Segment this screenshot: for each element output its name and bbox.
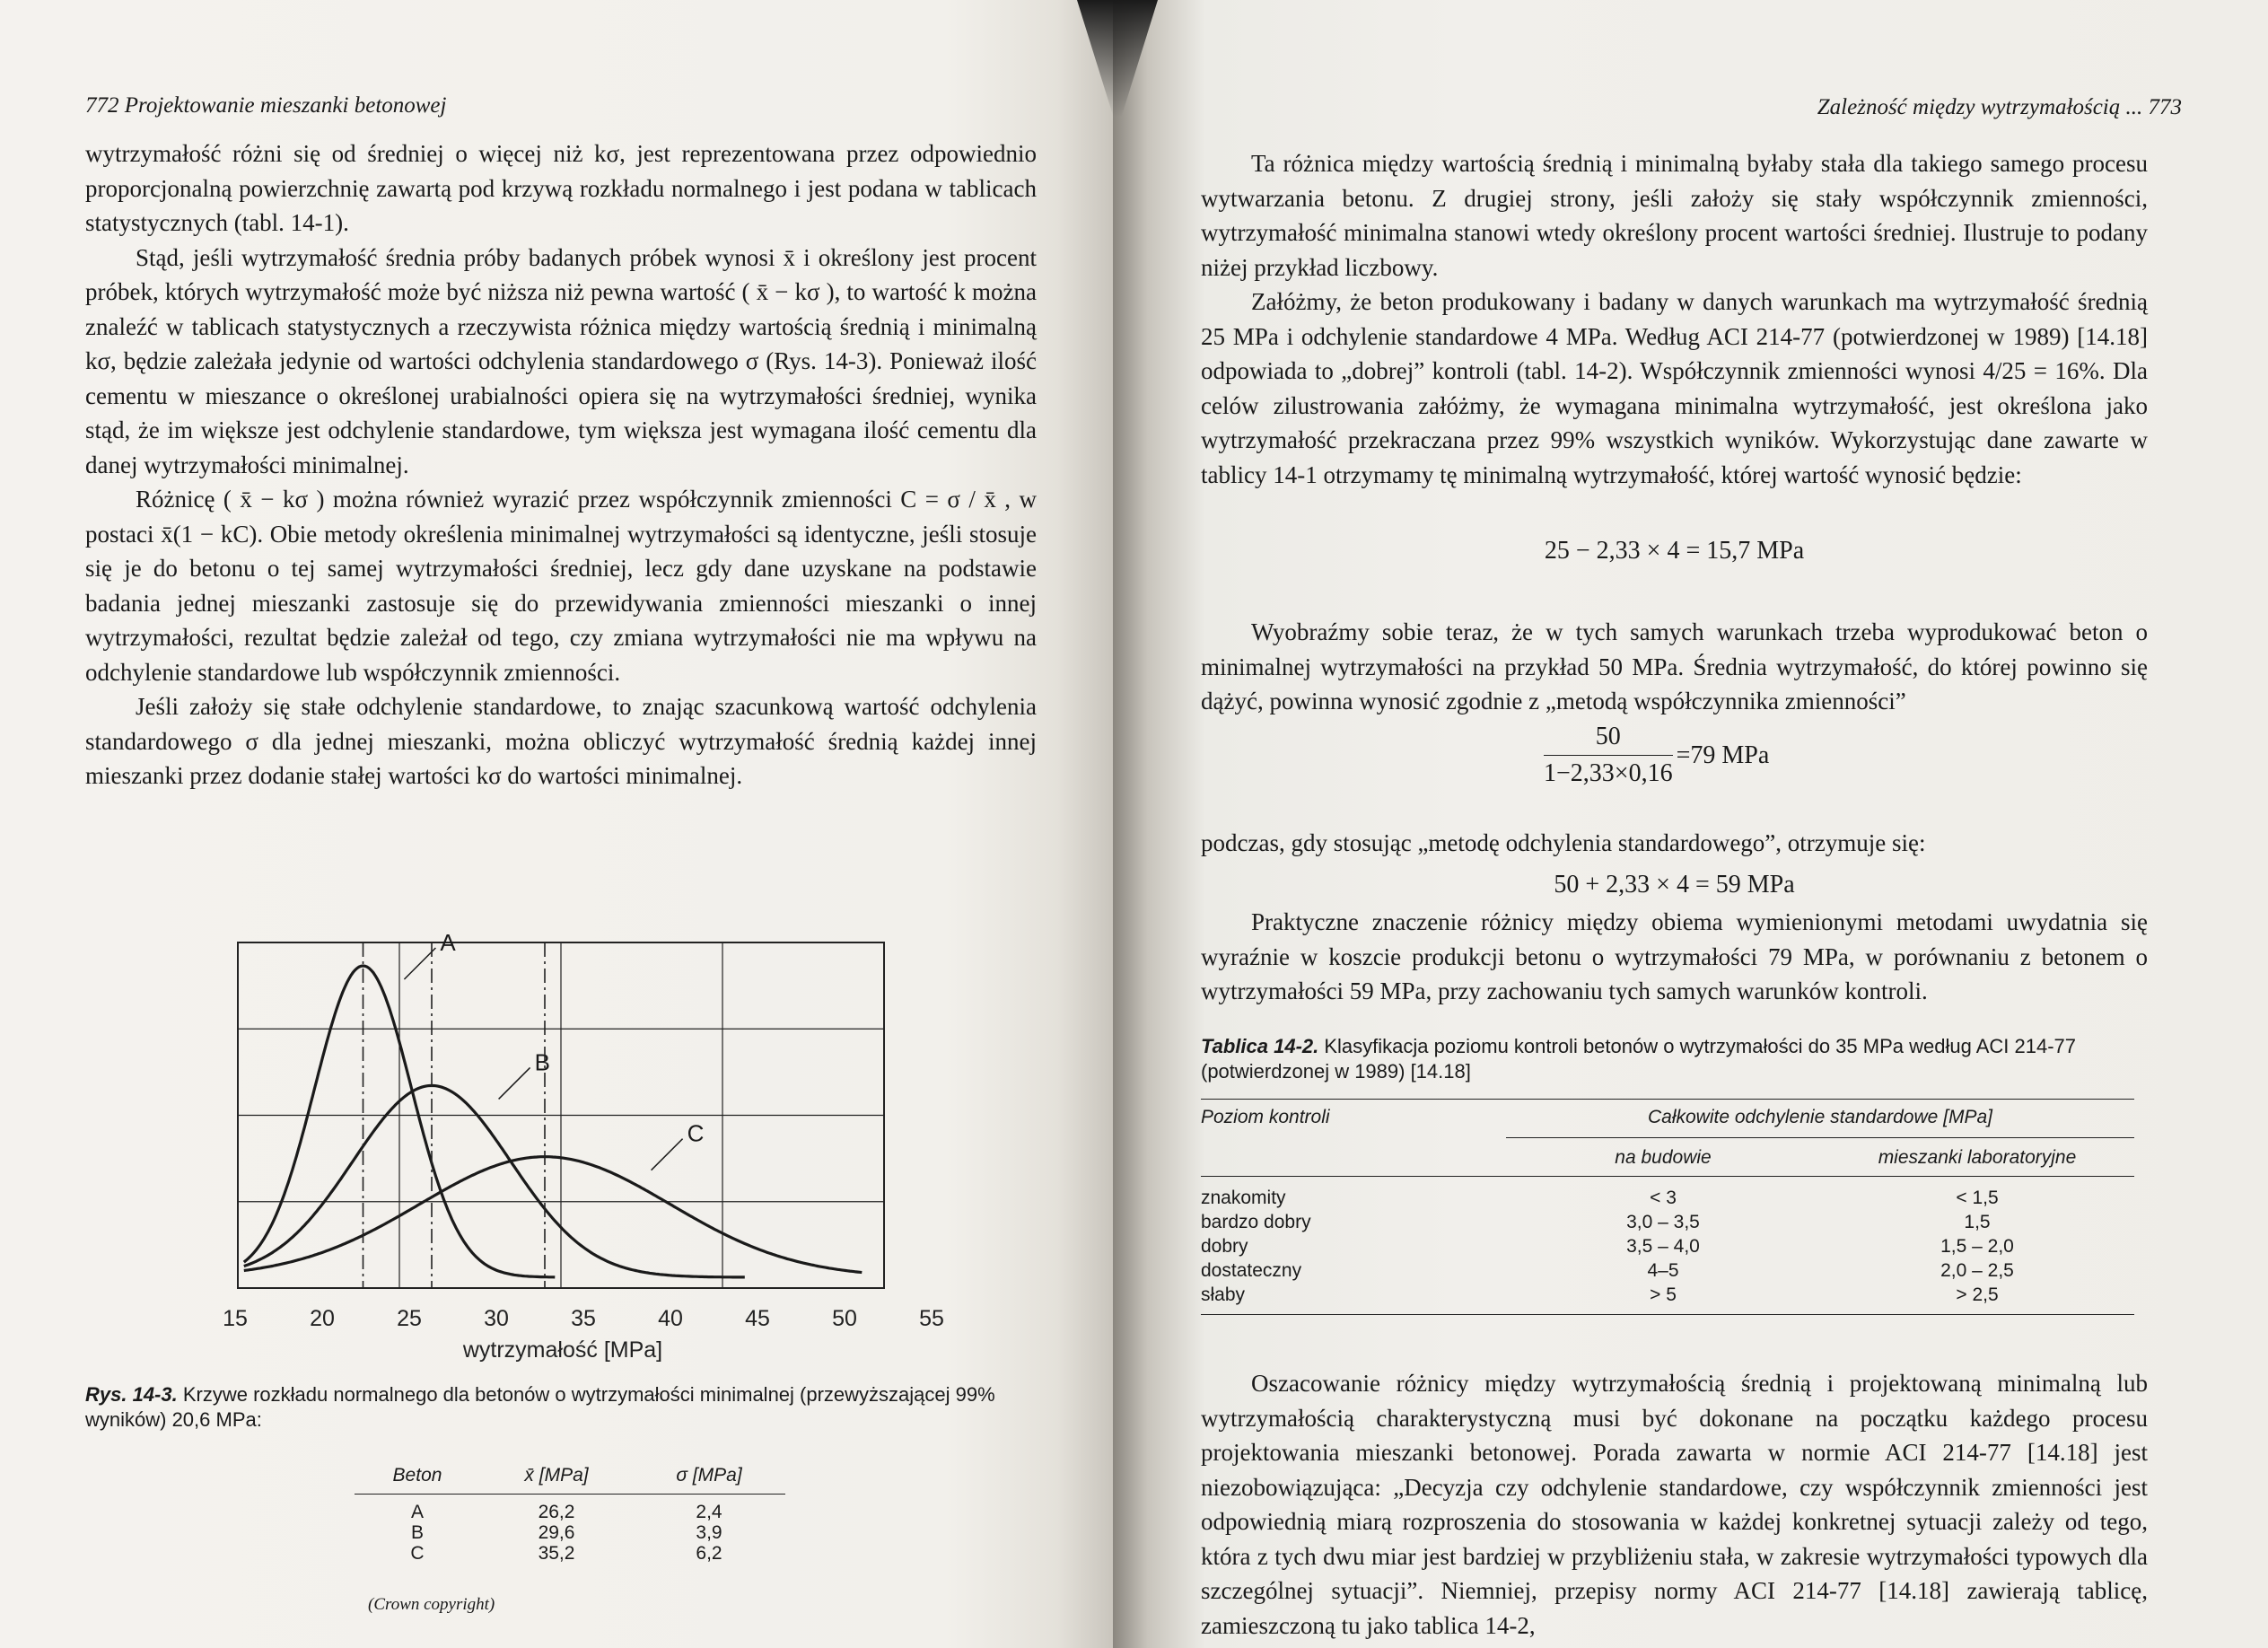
x-tick-label: 25: [397, 1306, 422, 1331]
fraction-denominator: 1−2,33×0,16: [1544, 755, 1673, 788]
x-tick-label: 30: [484, 1306, 509, 1331]
cell: > 2,5: [1956, 1284, 1999, 1305]
right-page: [1113, 0, 2268, 1648]
x-tick-label: 50: [832, 1306, 857, 1331]
table-row: [355, 1522, 785, 1543]
cell: 2,0 – 2,5: [1940, 1260, 2014, 1281]
paragraph: Ta różnica między wartością średnią i minimalną byłaby stała dla takiego samego procesu wytwarzania betonu. Z drugiej strony, jeśli założy się stały współczynnik zmienności, wytrzymałość minimalna stanowi wtedy określony procent wartości średniej. Ilustruje to podany niżej przykład liczbowy.: [1201, 150, 2148, 281]
paragraph: Wyobraźmy sobie teraz, że w tych samych warunkach trzeba wyprodukować beton o minimalnej wytrzymałości na przykład 50 MPa. Średnia wytrzymałość, do której powinno się dążyć, powinna wynosić zgodnie z „metodą współczynnika zmienności”: [1201, 618, 2148, 714]
normal-distribution-chart: [0, 907, 987, 1391]
cell: 3,0 – 3,5: [1626, 1212, 1700, 1232]
left-running-header: 772 Projektowanie mieszanki betonowej: [85, 93, 447, 118]
x-axis-label: wytrzymałość [MPa]: [462, 1337, 663, 1363]
curve-label-leader: [404, 948, 435, 979]
table-caption: [1201, 1034, 2148, 1084]
cell: < 1,5: [1956, 1188, 1999, 1208]
cell: 3,9: [696, 1522, 722, 1543]
paragraph: Oszacowanie różnicy między wytrzymałością średnią i projektowaną minimalną lub wytrzymałością charakterystyczną musi być dokonane na początku każdego procesu projektowania mieszanki betonowej. Porada zawarta w normie ACI 214-77 [14.18] jest niezobowiązująca: „Decyzja czy odchylenie standardowe, czy współczynnik zmienności jest odpowiednią miarą rozproszenia do stosowania w każdej konkretnej sytuacji zależy od tego, która z tych dwu miar jest bardziej w przybliżeniu stała, w zakresie wytrzymałości typowych dla szczególnej sytuacji”. Niemniej, przepisy normy ACI 214-77 [14.18] zawierają tablicę, zamieszczoną tu jako tablica 14-2,: [1201, 1370, 2148, 1639]
paragraph: podczas, gdy stosując „metodę odchylenia standardowego”, otrzymuje się:: [1201, 829, 1926, 856]
left-page: [0, 0, 1113, 1648]
col-header: x̄ [MPa]: [524, 1465, 589, 1486]
level-header: Poziom kontroli: [1201, 1107, 1330, 1127]
table-caption-label: Tablica 14-2.: [1201, 1035, 1319, 1057]
fraction-result: =79 MPa: [1676, 741, 1770, 769]
table-header: [1201, 1100, 2134, 1137]
table-row: [1201, 1258, 2134, 1283]
cell: dostateczny: [1201, 1260, 1302, 1281]
cell: słaby: [1201, 1284, 1246, 1305]
cell: 29,6: [538, 1522, 575, 1543]
cell: 1,5 – 2,0: [1940, 1236, 2014, 1257]
table-row: [1201, 1210, 2134, 1234]
right-running-header: Zależność między wytrzymałością ... 773: [1817, 95, 2182, 119]
curve-C: [244, 1157, 863, 1273]
chart-curves: [244, 929, 863, 1277]
table-row: [1201, 1186, 2134, 1210]
chart-grid: [238, 942, 884, 1288]
table-row: [355, 1502, 785, 1522]
cell: < 3: [1650, 1188, 1677, 1208]
right-body-text-practical: [1201, 905, 2148, 1009]
crown-copyright: (Crown copyright): [368, 1595, 495, 1614]
equation-2: [1544, 723, 1769, 788]
figure-caption-label: Rys. 14-3.: [85, 1383, 178, 1406]
paragraph: Praktyczne znaczenie różnicy między obiema wymienionymi metodami uwydatnia się wyraźnie w koszcie produkcji betonu o wytrzymałości 79 MPa, w porównaniu z betonem o wytrzymałości 59 MPa, przy zachowaniu tych samych warunków kontroli.: [1201, 908, 2148, 1004]
right-body-text-lower: [1201, 826, 2148, 861]
x-tick-label: 55: [919, 1306, 944, 1331]
sub-header: [1506, 1137, 2134, 1176]
x-tick-label: 40: [658, 1306, 683, 1331]
cell: A: [410, 1502, 424, 1522]
cell: 35,2: [538, 1543, 575, 1564]
x-tick-label: 35: [571, 1306, 596, 1331]
table-row: [355, 1543, 785, 1564]
curve-B: [244, 1086, 745, 1277]
span-header: Całkowite odchylenie standardowe [MPa]: [1647, 1107, 1993, 1127]
paragraph: Załóżmy, że beton produkowany i badany w danych warunkach ma wytrzymałość średnią 25 MPa i odchylenie standardowe 4 MPa. Według ACI 214-77 (potwierdzonej w 1989) [14.18] odpowiada to „dobrej” kontroli (tabl. 14-2). Współczynnik zmienności wynosi 4/25 = 16%. Dla celów zilustrowania załóżmy, że wymagana minimalna wytrzymałość, jest określona jako wytrzymałość przekraczana przez 99% wszystkich wyników. Wykorzystując dane zawarte w tablicy 14-1 otrzymamy tę minimalną wytrzymałość, której wartość wynosić będzie:: [1201, 288, 2148, 488]
equation-1: 25 − 2,33 × 4 = 15,7 MPa: [1544, 537, 1805, 565]
left-body-text: [85, 136, 1037, 793]
col-header: Beton: [392, 1465, 442, 1486]
curve-label: A: [440, 929, 456, 956]
curve-label: C: [687, 1119, 705, 1147]
table-caption-text: Klasyfikacja poziomu kontroli betonów o wytrzymałości do 35 MPa według ACI 214-77 (potwierdzonej w 1989) [14.18]: [1201, 1035, 2077, 1083]
paragraph: Stąd, jeśli wytrzymałość średnia próby badanych próbek wynosi x̄ i określony jest procent próbek, których wytrzymałość może być niższa niż pewna wartość ( x̄ − kσ ), to wartość k można znaleźć w tablicach statystycznych a rzeczywista różnica między wartością średnią i minimalną kσ, będzie zależała jedynie od wartości odchylenia standardowego σ (Rys. 14-3). Ponieważ ilość cementu w mieszance o określonej urabialności opiera się na wytrzymałości średniej, wynika stąd, że im większe jest odchylenie standardowe, tym większa jest wymagana ilość cementu dla danej wytrzymałości minimalnej.: [85, 243, 1037, 478]
curve-label: B: [534, 1048, 550, 1076]
cell: 2,4: [696, 1502, 722, 1522]
sub-header-site: na budowie: [1615, 1147, 1712, 1168]
cell: dobry: [1201, 1236, 1248, 1257]
cell: 3,5 – 4,0: [1626, 1236, 1700, 1257]
right-body-text-top: [1201, 146, 2148, 492]
fraction-numerator: 50: [1595, 723, 1621, 750]
cell: > 5: [1650, 1284, 1677, 1305]
figure-caption-text: Krzywe rozkładu normalnego dla betonów o wytrzymałości minimalnej (przewyższającej 99% wyników) 20,6 MPa:: [85, 1383, 995, 1431]
x-tick-label: 20: [310, 1306, 335, 1331]
cell: 26,2: [538, 1502, 575, 1522]
x-tick-label: 45: [745, 1306, 770, 1331]
table-row: [1201, 1283, 2134, 1307]
control-level-table: [1201, 1099, 2134, 1315]
table-header: [355, 1465, 785, 1495]
paragraph: Jeśli założy się stałe odchylenie standardowe, to znając szacunkową wartość odchylenia standardowego σ dla jednej mieszanki, można obliczyć wytrzymałość średnią każdej innej mieszanki przez dodanie stałej wartości kσ do wartości minimalnej.: [85, 693, 1037, 789]
cell: 6,2: [696, 1543, 722, 1564]
cell: B: [410, 1522, 424, 1543]
cell: znakomity: [1201, 1188, 1286, 1208]
cell: 4–5: [1647, 1260, 1679, 1281]
mean-sigma-table: [355, 1465, 785, 1564]
x-tick-label: 15: [223, 1306, 248, 1331]
cell: 1,5: [1964, 1212, 1991, 1232]
chart-x-ticks: [223, 1306, 944, 1331]
right-body-text-bottom: [1201, 1366, 2148, 1643]
paragraph: wytrzymałość różni się od średniej o więcej niż kσ, jest reprezentowana przez odpowiednio proporcjonalną powierzchnię zawartą pod krzywą rozkładu normalnego i jest podana w tablicach statystycznych (tabl. 14-1).: [85, 140, 1037, 236]
curve-label-leader: [499, 1067, 530, 1099]
paragraph: Różnicę ( x̄ − kσ ) można również wyrazić przez współczynnik zmienności C = σ / x̄ , w postaci x̄(1 − kC). Obie metody określenia minimalnej wytrzymałości są identyczne, jeśli stosuje się je do betonu o tej samej wytrzymałości średniej, lecz gdy dane uzyskane na podstawie badania jednej mieszanki zastosuje się do przewidywania zmienności mieszanki o innej wytrzymałości, rezultat będzie zależał od tego, czy zmiana wytrzymałości nie ma wpływu na odchylenie standardowe lub współczynnik zmienności.: [85, 486, 1037, 686]
sub-header-lab: mieszanki laboratoryjne: [1878, 1147, 2077, 1168]
cell: C: [410, 1543, 425, 1564]
cell: bardzo dobry: [1201, 1212, 1311, 1232]
equation-3: 50 + 2,33 × 4 = 59 MPa: [1554, 871, 1795, 899]
figure-caption: [85, 1382, 1037, 1433]
right-body-text-mid: [1201, 615, 2148, 719]
col-header: σ [MPa]: [676, 1465, 742, 1486]
curve-label-leader: [652, 1139, 683, 1170]
table-row: [1201, 1234, 2134, 1258]
